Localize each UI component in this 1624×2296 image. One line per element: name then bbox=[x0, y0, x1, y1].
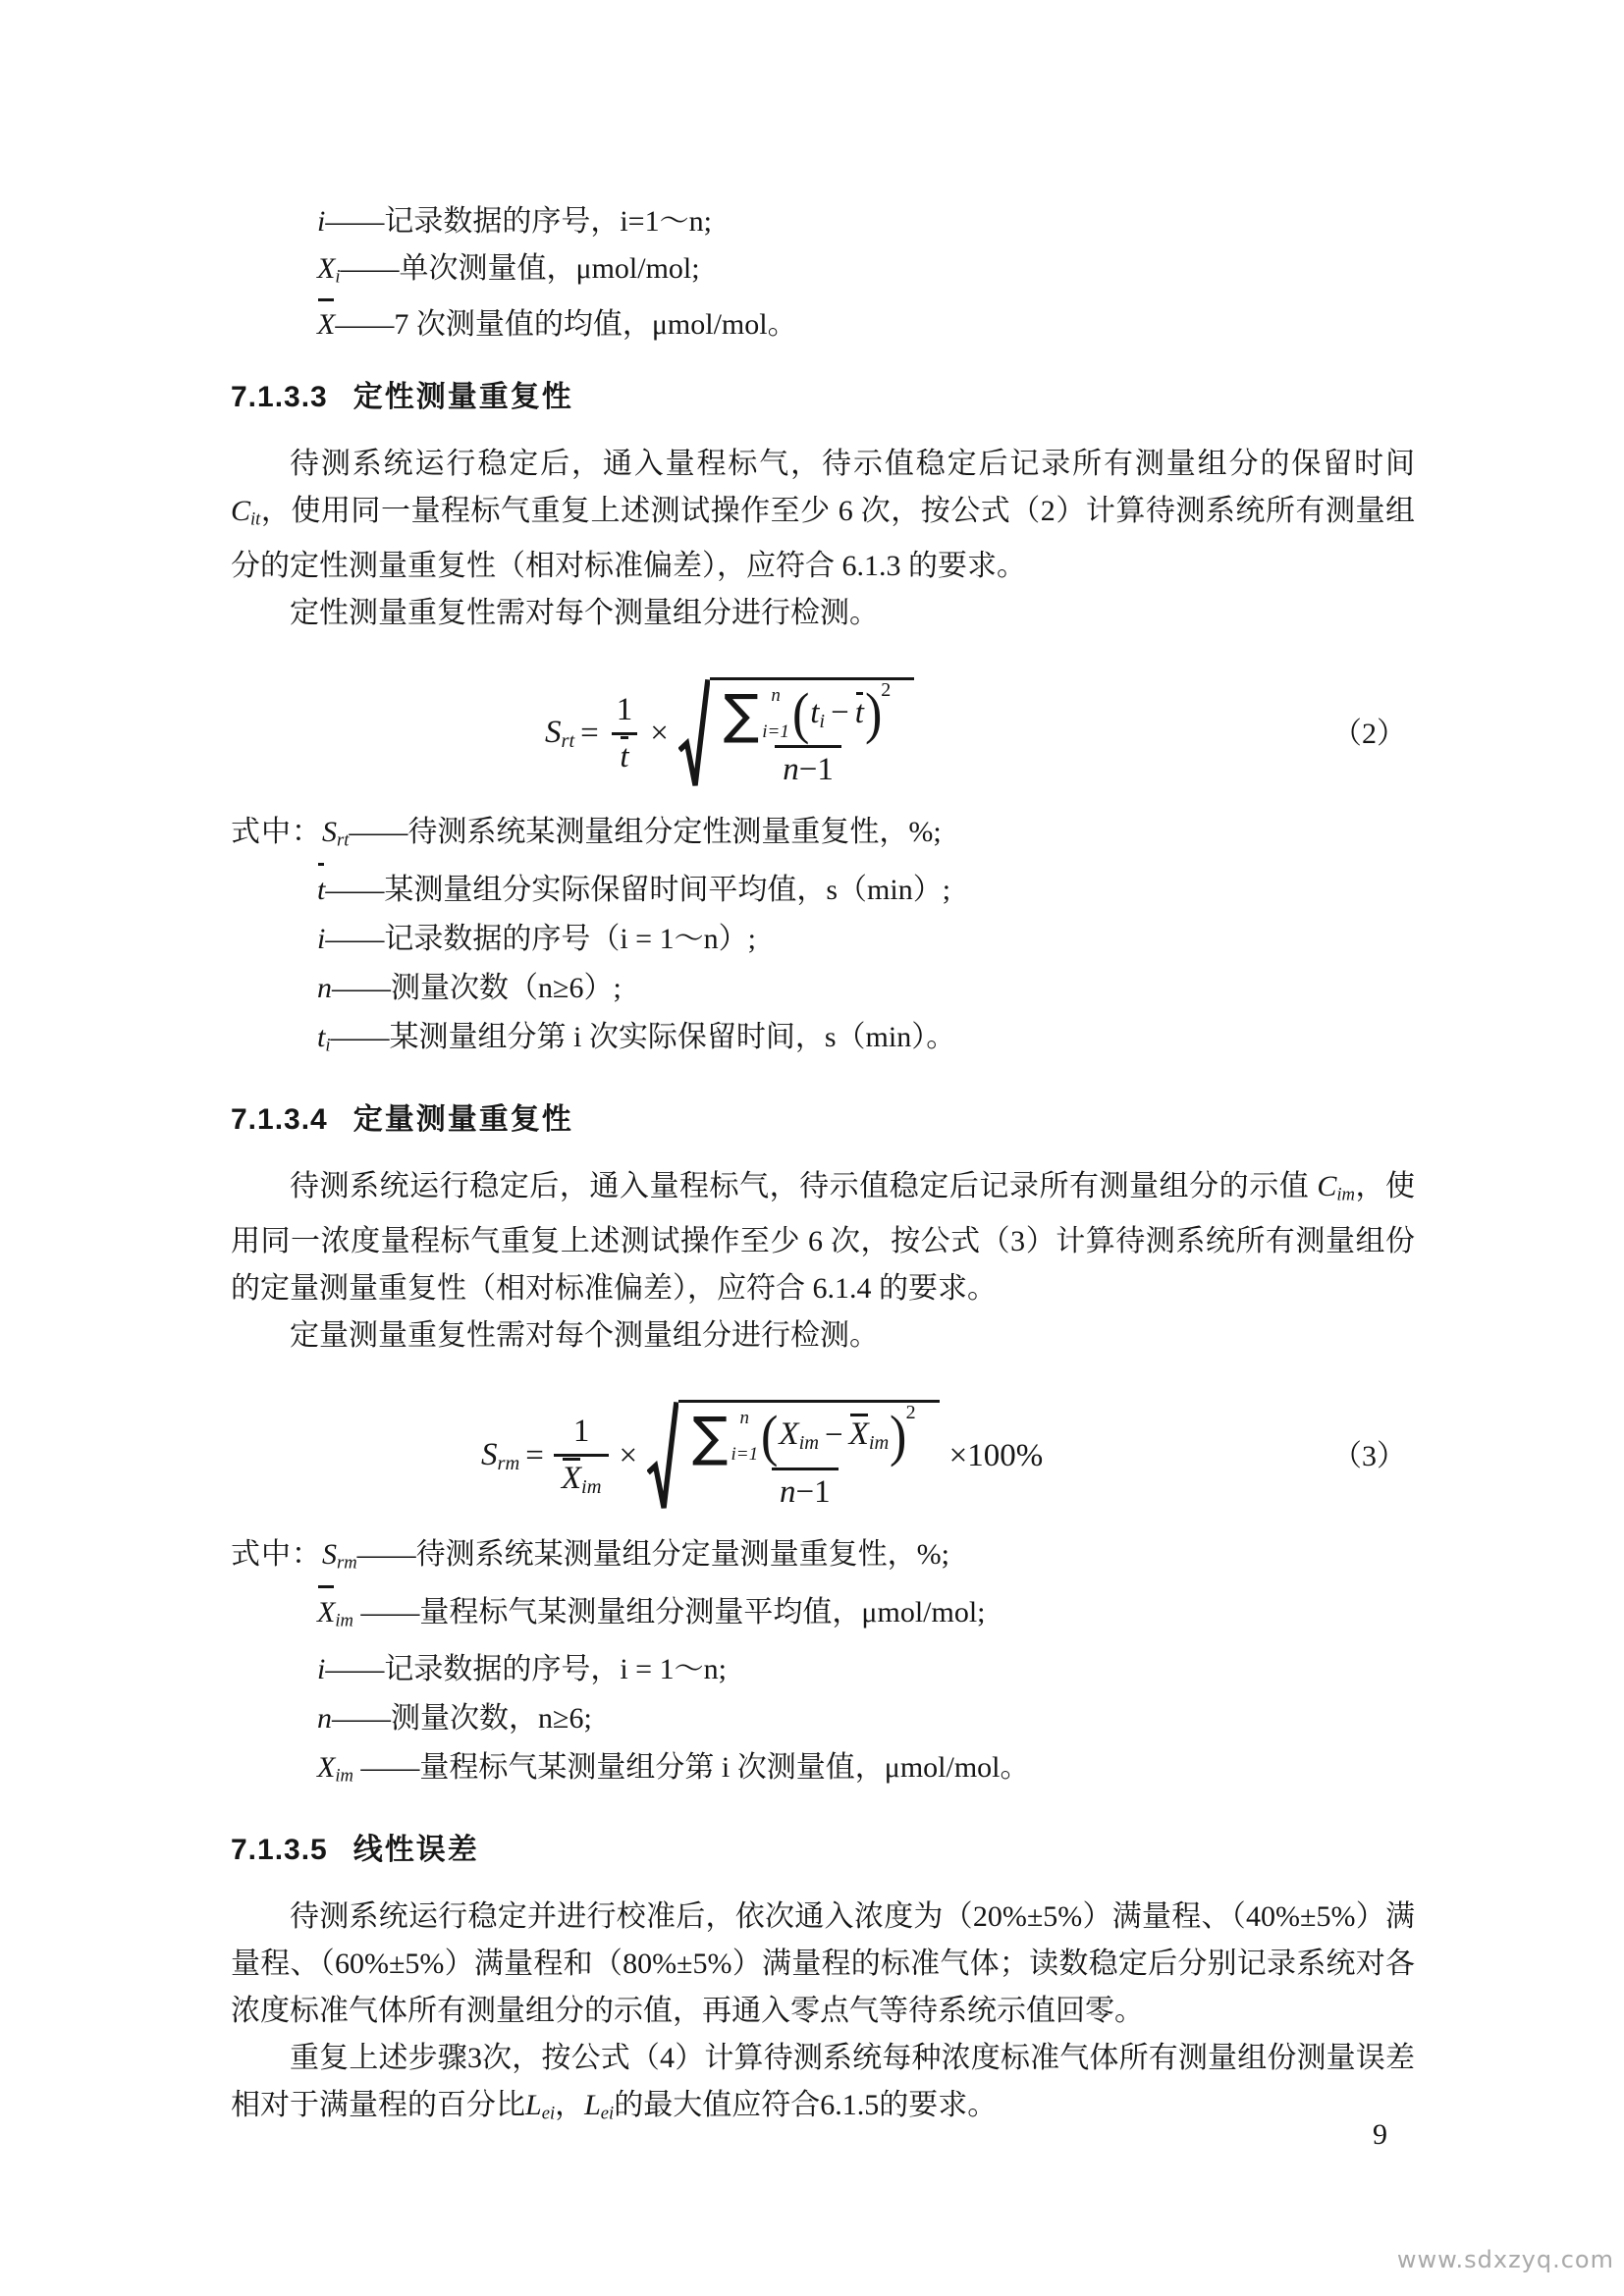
paragraph: 待测系统运行稳定并进行校准后，依次通入浓度为（20%±5%）满量程、（40%±5%）满量程、（60%±5%）满量程和（80%±5%）满量程的标准气体；读数稳定后分别记录系统对各浓度标准气体所有测量组分的示值，再通入零点气等待系统示值回零。 bbox=[231, 1900, 1415, 2028]
symbol-x-mean bbox=[317, 308, 335, 341]
definition-item: i——记录数据的序号，i = 1～n; bbox=[317, 1653, 727, 1686]
section-title: 定量测量重复性 bbox=[352, 1102, 573, 1136]
where-label: 式中： bbox=[231, 1538, 322, 1572]
formula-2-body bbox=[545, 677, 914, 791]
fraction-1-over-tbar: $\frac{1}{t}$ bbox=[609, 692, 641, 776]
minus-sign: − bbox=[831, 695, 849, 731]
left-paren: ( bbox=[791, 681, 810, 746]
symbol-Srm: $S_{rm}$ bbox=[322, 1538, 357, 1574]
where-label: 式中： bbox=[231, 816, 322, 849]
overbar: X bbox=[848, 1416, 869, 1453]
var-Xim: $X_{im}$ bbox=[779, 1416, 820, 1455]
paragraph: 定量测量重复性需对每个测量组分进行检测。 bbox=[290, 1319, 879, 1353]
definition-desc: ——记录数据的序号，i=1～n; bbox=[325, 205, 712, 238]
symbol-i: i bbox=[317, 205, 326, 238]
radical-sign-icon bbox=[678, 677, 710, 791]
var-Xim-mean: $X_{im}$ bbox=[848, 1416, 890, 1455]
symbol-Xim-mean: $X_{im}$ bbox=[317, 1596, 353, 1629]
symbol-Srt: $S_{rt}$ bbox=[322, 816, 350, 851]
symbol-n: n bbox=[317, 971, 332, 1004]
section-heading-7-1-3-5 bbox=[231, 1829, 1415, 1872]
watermark-url: www.sdxzyq.com bbox=[1396, 2246, 1614, 2273]
definition-item: t——某测量组分实际保留时间平均值，s（min）; bbox=[231, 866, 1415, 915]
summation: ∑ n i=1 bbox=[723, 682, 789, 745]
formula-3-label: （3） bbox=[1332, 1440, 1406, 1473]
radicand bbox=[710, 677, 914, 791]
fraction-sum-over-n-1: ∑ n i=1 ( $t_i$ − t ) 2 n−1 bbox=[723, 678, 892, 788]
definition-item: $X_{im}$ ——量程标气某测量组分测量平均值，μmol/mol; bbox=[231, 1588, 1415, 1646]
paragraph: 重复上述步骤3次，按公式（4）计算待测系统每种浓度标准气体所有测量组份测量误差相对于满量程的百分比$L_{ei}$，$L_{ei}$的最大值应符合6.1.5的要求。 bbox=[231, 2042, 1415, 2124]
multiply-sign: × bbox=[650, 716, 669, 752]
definition-item bbox=[231, 245, 1415, 301]
definition-item: $t_i——$某测量组分第 i 次实际保留时间，s（min）。 bbox=[317, 1020, 956, 1056]
definition-item: n——测量次数，n≥6; bbox=[317, 1702, 592, 1735]
equals-sign: = bbox=[525, 1438, 544, 1474]
formula-2-label: （2） bbox=[1332, 718, 1406, 751]
definition-desc: ——单次测量值，μmol/mol; bbox=[340, 252, 700, 285]
right-paren: ) bbox=[864, 681, 883, 746]
paragraph: 待测系统运行稳定后，通入量程标气，待示值稳定后记录所有测量组分的保留时间 $C_{it}$，使用同一量程标气重复上述测试操作至少 6 次，按公式（2）计算待测系统所有测量组分的定性测量重复性（相对标准偏差），应符合 6.1.3 的要求。 bbox=[231, 447, 1415, 583]
symbol-t-mean bbox=[317, 874, 325, 906]
summation: ∑ n i=1 bbox=[692, 1405, 759, 1468]
overbar: X bbox=[561, 1461, 582, 1497]
page-content bbox=[231, 198, 1415, 2138]
inline-var-C: C bbox=[231, 494, 251, 527]
definition-item bbox=[231, 198, 1415, 245]
multiply-sign: × bbox=[619, 1438, 638, 1474]
times-100-percent: ×100% bbox=[948, 1438, 1044, 1474]
section-heading-7-1-3-3 bbox=[231, 376, 1415, 419]
section-title: 定性测量重复性 bbox=[352, 380, 573, 413]
definition-item: $X_{im}$ ——量程标气某测量组分第 i 次测量值，μmol/mol。 bbox=[317, 1751, 1030, 1788]
definition-item: n——测量次数（n≥6）; bbox=[317, 971, 622, 1004]
inline-var-C: C bbox=[1317, 1169, 1337, 1202]
fraction-sum-over-n-1: ∑ n i=1 ( $X_{im}$ − $X_{im}$ ) 2 n−1 bbox=[692, 1401, 916, 1511]
left-paren: ( bbox=[761, 1404, 779, 1468]
symbol-n: n bbox=[317, 1702, 332, 1735]
section-number: 7.1.3.5 bbox=[231, 1834, 328, 1867]
exponent: 2 bbox=[905, 1401, 916, 1423]
var-ti: $t_i$ bbox=[810, 694, 826, 732]
page-number: 9 bbox=[1373, 2118, 1387, 2151]
overbar: X bbox=[317, 1588, 335, 1637]
inline-var-L: L bbox=[525, 2089, 542, 2122]
radical bbox=[647, 1400, 940, 1514]
formula-3-body bbox=[481, 1400, 1043, 1514]
section-heading-7-1-3-4 bbox=[231, 1098, 1415, 1142]
formula-2 bbox=[231, 661, 1415, 808]
fraction-1-over-xbar: $\frac{1}{X_{im}}$ bbox=[554, 1414, 610, 1500]
paragraph: 定性测量重复性需对每个测量组分进行检测。 bbox=[290, 597, 879, 630]
var-Srm: $S_{rm}$ bbox=[481, 1437, 520, 1475]
section-title: 线性误差 bbox=[352, 1834, 479, 1867]
symbol-ti: $t_i$ bbox=[317, 1020, 331, 1056]
var-Srt: $S_{rt}$ bbox=[545, 715, 575, 753]
symbol-x-i: $X_i$ bbox=[317, 252, 341, 288]
overbar: t bbox=[317, 866, 325, 915]
overbar: t bbox=[620, 739, 629, 775]
section-number: 7.1.3.3 bbox=[231, 380, 328, 413]
overbar: X bbox=[317, 301, 335, 348]
radical bbox=[678, 677, 914, 791]
paragraph: 待测系统运行稳定后，通入量程标气，待示值稳定后记录所有测量组分的示值 $C_{im}$，使用同一浓度量程标气重复上述测试操作至少 6 次，按公式（3）计算待测系统所有测量组份的定量测量重复性（相对标准偏差），应符合 6.1.4 的要求。 bbox=[231, 1169, 1416, 1306]
symbol-i: i bbox=[317, 922, 326, 955]
equals-sign: = bbox=[580, 716, 599, 752]
symbol-list-formula2 bbox=[231, 808, 1415, 1070]
section-number: 7.1.3.4 bbox=[231, 1102, 328, 1136]
inline-var-L: L bbox=[584, 2089, 601, 2122]
symbol-Xim: $X_{im}$ bbox=[317, 1751, 353, 1788]
right-paren: ) bbox=[890, 1404, 907, 1468]
symbol-list-formula3 bbox=[231, 1530, 1415, 1801]
exponent: 2 bbox=[881, 678, 892, 701]
minus-sign: − bbox=[825, 1417, 843, 1454]
symbol-i: i bbox=[317, 1653, 326, 1686]
definition-desc: ——7 次测量值的均值，μmol/mol。 bbox=[335, 307, 797, 341]
formula-3 bbox=[231, 1383, 1415, 1530]
definition-item: i——记录数据的序号（i = 1～n）; bbox=[317, 922, 756, 955]
radical-sign-icon bbox=[647, 1400, 678, 1514]
definition-item: 式中：$S_{rt}——$待测系统某测量组分定性测量重复性，%; bbox=[231, 816, 942, 851]
definition-item: 式中：$S_{rm}——$待测系统某测量组分定量测量重复性，%; bbox=[231, 1538, 949, 1574]
definition-item bbox=[231, 301, 1415, 348]
symbol-list-formula1 bbox=[231, 198, 1415, 348]
radicand bbox=[678, 1400, 940, 1514]
overbar: t bbox=[854, 695, 864, 731]
